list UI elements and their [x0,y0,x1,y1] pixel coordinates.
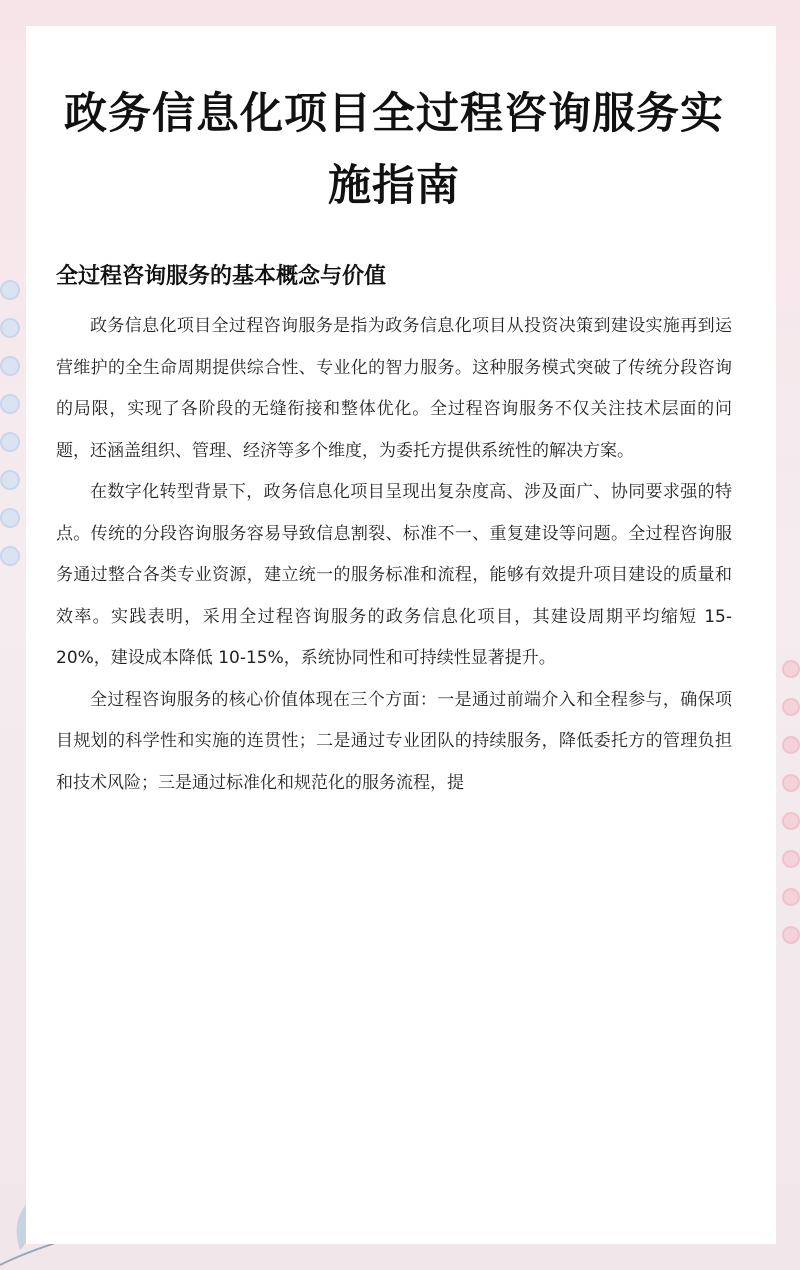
paragraph-1: 政务信息化项目全过程咨询服务是指为政务信息化项目从投资决策到建设实施再到运营维护的全生命周期提供综合性、专业化的智力服务。这种服务模式突破了传统分段咨询的局限，实现了各阶段的无缝衔接和整体优化。全过程咨询服务不仅关注技术层面的问题，还涵盖组织、管理、经济等多个维度，为委托方提供系统性的解决方案。 [56,316,732,461]
document-page [26,26,776,1244]
document-title: 政务信息化项目全过程咨询服务实施指南 [64,89,724,211]
right-decorative-dots [778,660,800,950]
paragraph-3: 全过程咨询服务的核心价值体现在三个方面：一是通过前端介入和全程参与，确保项目规划的科学性和实施的连贯性；二是通过专业团队的持续服务，降低委托方的管理负担和技术风险；三是通过标准化和规范化的服务流程，提 [56,689,732,793]
section-heading: 全过程咨询服务的基本概念与价值 [56,264,387,289]
left-decorative-dots [0,280,26,580]
paragraph-2: 在数字化转型背景下，政务信息化项目呈现出复杂度高、涉及面广、协同要求强的特点。传统的分段咨询服务容易导致信息割裂、标准不一、重复建设等问题。全过程咨询服务通过整合各类专业资源，建立统一的服务标准和流程，能够有效提升项目建设的质量和效率。实践表明，采用全过程咨询服务的政务信息化项目，其建设周期平均缩短 15-20%，建设成本降低 10-15%，系统协同性和可持续性显著提升。 [56,482,732,668]
